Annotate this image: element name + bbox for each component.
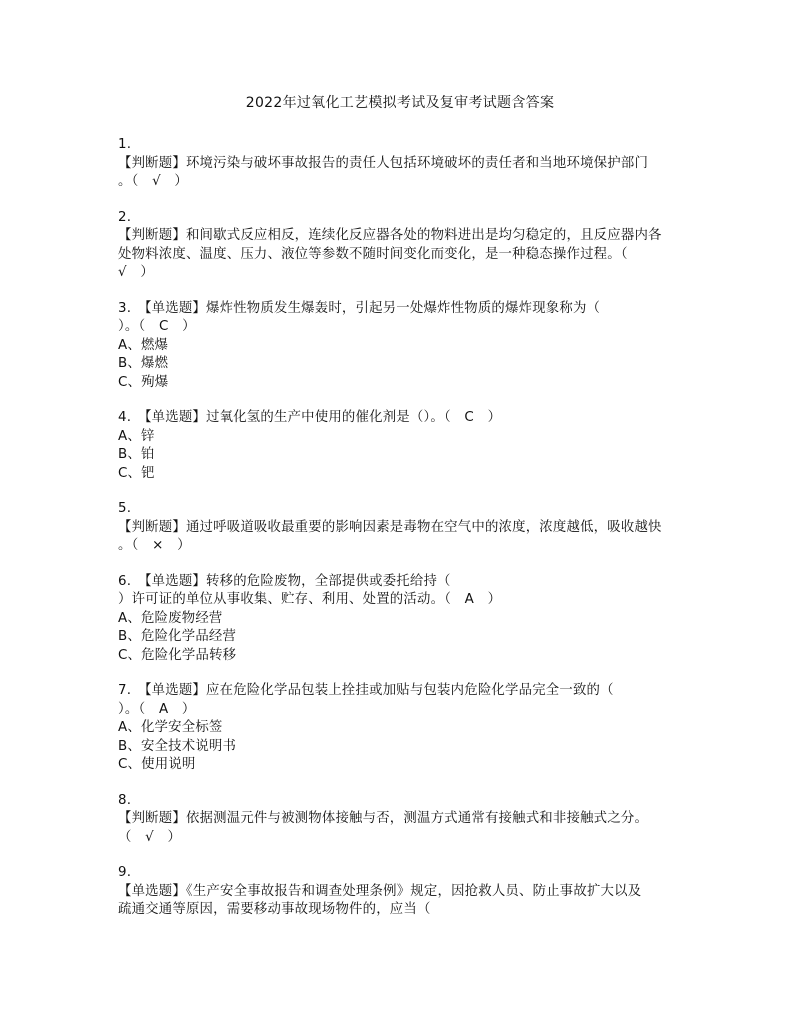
question-item bbox=[118, 573, 688, 666]
question-text-line: 【判断题】环境污染与破坏事故报告的责任人包括环境破坏的责任者和当地环境保护部门 bbox=[118, 155, 649, 171]
answer-option: B、安全技术说明书 bbox=[118, 738, 237, 754]
question-text-line: 7. 【单选题】应在危险化学品包装上拴挂或加贴与包装内危险化学品完全一致的（ bbox=[118, 683, 614, 698]
question-text-line: √ ） bbox=[118, 265, 154, 280]
question-text-line: 【单选题】《生产安全事故报告和调查处理条例》规定，因抢救人员、防止事故扩大以及 bbox=[118, 883, 642, 899]
question-text-line: 1. bbox=[118, 137, 132, 152]
question-text-line: ）。（ A ） bbox=[118, 701, 196, 717]
question-text-line: 4. 【单选题】过氧化氢的生产中使用的催化剂是（）。（ C ） bbox=[118, 410, 502, 425]
question-text-line: 2. bbox=[118, 209, 132, 225]
answer-option: B、铂 bbox=[118, 447, 155, 462]
answer-option: B、危险化学品经营 bbox=[118, 629, 237, 644]
answer-option: A、燃爆 bbox=[118, 337, 169, 353]
answer-option: A、危险废物经营 bbox=[118, 610, 223, 626]
question-text-line: 。（ √ ） bbox=[118, 174, 188, 189]
question-text-line: 【判断题】和间歇式反应相反，连续化反应器各处的物料进出是均匀稳定的，且反应器内各 bbox=[118, 228, 662, 243]
question-item bbox=[118, 300, 688, 393]
question-text-line: 5. bbox=[118, 501, 132, 516]
question-list bbox=[118, 136, 688, 937]
question-text-line: 疏通交通等原因，需要移动事故现场物件的，应当（ bbox=[118, 902, 431, 917]
question-item bbox=[118, 864, 688, 920]
question-text-line: 3. 【单选题】爆炸性物质发生爆轰时，引起另一处爆炸性物质的爆炸现象称为（ bbox=[118, 300, 601, 316]
answer-option: A、锌 bbox=[118, 428, 155, 444]
question-text-line: 8. bbox=[118, 792, 132, 808]
question-text-line: 6. 【单选题】转移的危险废物，全部提供或委托给持（ bbox=[118, 573, 451, 589]
question-item bbox=[118, 136, 688, 192]
question-text-line: ）许可证的单位从事收集、贮存、利用、处置的活动。（ A ） bbox=[118, 592, 502, 607]
question-item bbox=[118, 792, 688, 848]
answer-option: C、殉爆 bbox=[118, 374, 169, 390]
question-text-line: 。（ × ） bbox=[118, 538, 191, 553]
question-item bbox=[118, 209, 688, 283]
answer-option: B、爆燃 bbox=[118, 356, 169, 371]
answer-option: C、使用说明 bbox=[118, 757, 196, 772]
question-text-line: ）。（ C ） bbox=[118, 319, 196, 334]
question-text-line: 【判断题】通过呼吸道吸收最重要的影响因素是毒物在空气中的浓度，浓度越低，吸收越快 bbox=[118, 519, 662, 535]
question-text-line: 处物料浓度、温度、压力、液位等参数不随时间变化而变化，是一种稳态操作过程。（ bbox=[118, 246, 628, 262]
question-text-line: 【判断题】依据测温元件与被测物体接触与否，测温方式通常有接触式和非接触式之分。 bbox=[118, 811, 649, 826]
question-text-line: 9. bbox=[118, 865, 132, 880]
question-item bbox=[118, 682, 688, 775]
question-item bbox=[118, 409, 688, 483]
page-title: 2022年过氧化工艺模拟考试及复审考试题含答案 bbox=[245, 95, 555, 111]
question-item bbox=[118, 500, 688, 556]
question-text-line: （ √ ） bbox=[118, 829, 182, 845]
answer-option: C、钯 bbox=[118, 465, 155, 481]
answer-option: C、危险化学品转移 bbox=[118, 647, 237, 663]
answer-option: A、化学安全标签 bbox=[118, 720, 223, 735]
